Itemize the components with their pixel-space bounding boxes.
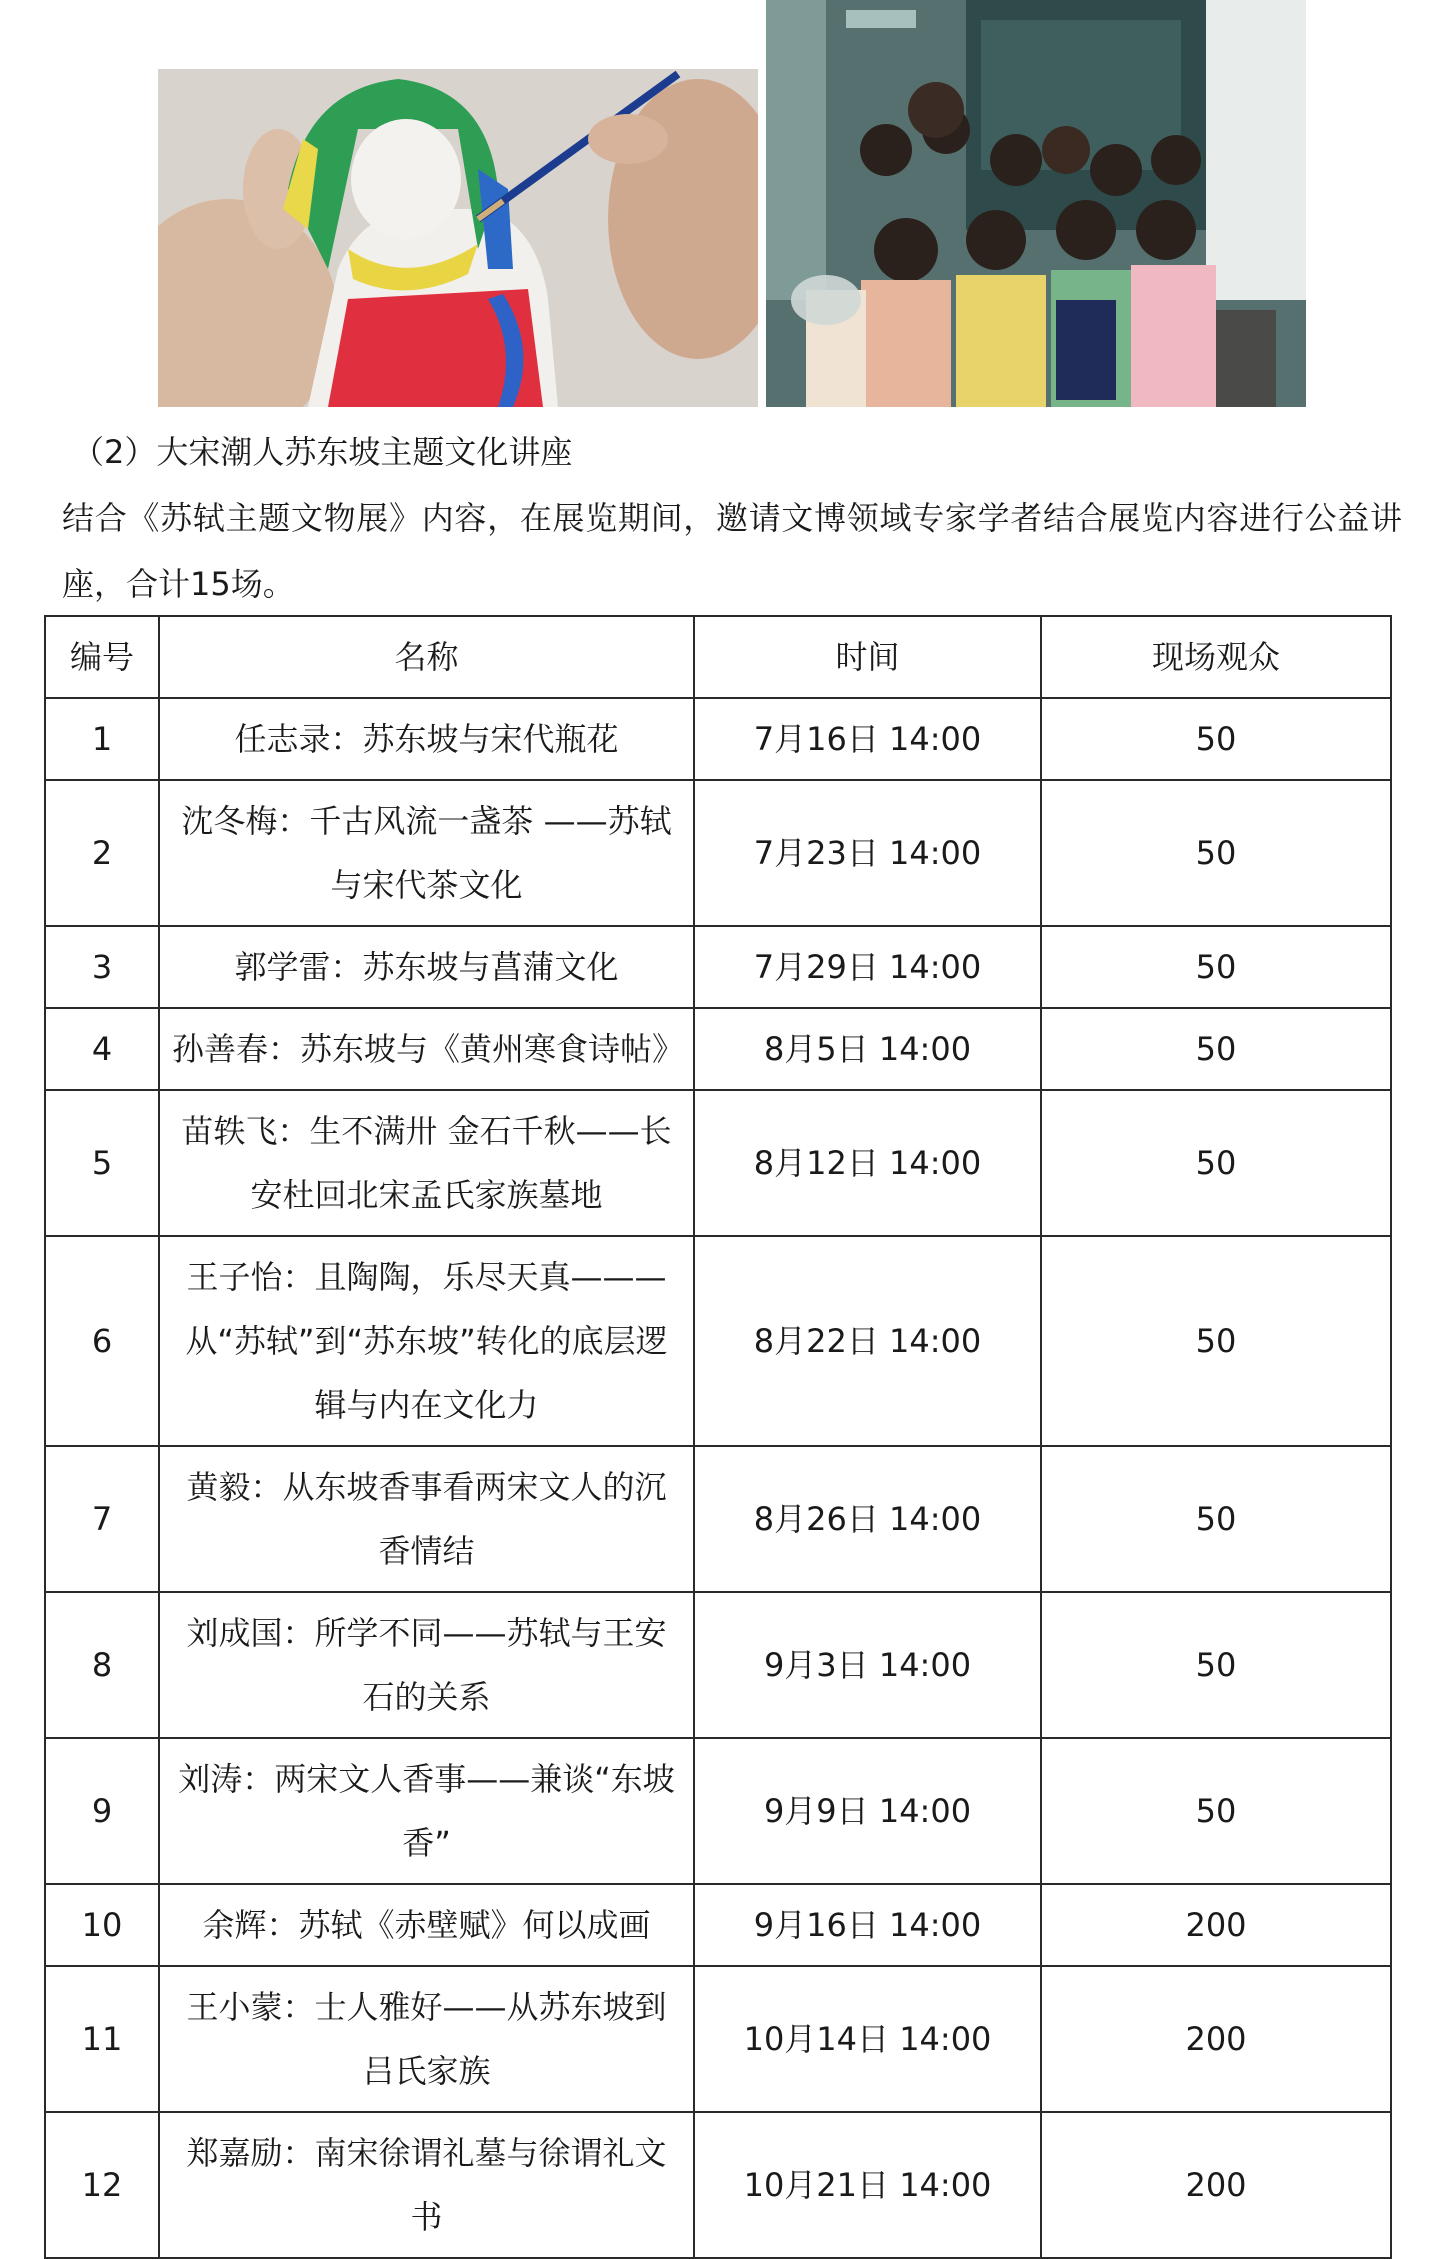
cell-audience: 50	[1041, 926, 1391, 1008]
cell-audience: 200	[1041, 2112, 1391, 2258]
cell-name: 苗轶飞：生不满卅 金石千秋——长安杜回北宋孟氏家族墓地	[159, 1090, 694, 1236]
cell-time: 7月23日 14:00	[694, 780, 1041, 926]
cell-number: 2	[45, 780, 159, 926]
header-number: 编号	[45, 616, 159, 698]
cell-audience: 50	[1041, 780, 1391, 926]
table-row	[45, 1008, 1391, 1090]
table-row	[45, 1592, 1391, 1738]
cell-number: 11	[45, 1966, 159, 2112]
table-row	[45, 698, 1391, 780]
cell-time: 9月16日 14:00	[694, 1884, 1041, 1966]
cell-time: 9月9日 14:00	[694, 1738, 1041, 1884]
cell-number: 8	[45, 1592, 159, 1738]
table-row	[45, 2112, 1391, 2258]
cell-name: 刘涛：两宋文人香事——兼谈“东坡香”	[159, 1738, 694, 1884]
cell-number: 12	[45, 2112, 159, 2258]
cell-number: 6	[45, 1236, 159, 1446]
cell-time: 10月21日 14:00	[694, 2112, 1041, 2258]
cell-number: 10	[45, 1884, 159, 1966]
cell-audience: 50	[1041, 1592, 1391, 1738]
cell-time: 10月14日 14:00	[694, 1966, 1041, 2112]
table-row	[45, 1236, 1391, 1446]
cell-name: 任志录：苏东坡与宋代瓶花	[159, 698, 694, 780]
cell-name: 郭学雷：苏东坡与菖蒲文化	[159, 926, 694, 1008]
cell-time: 8月12日 14:00	[694, 1090, 1041, 1236]
cell-time: 8月22日 14:00	[694, 1236, 1041, 1446]
photo-figurine-painting	[158, 69, 758, 407]
cell-number: 1	[45, 698, 159, 780]
table-row	[45, 1884, 1391, 1966]
cell-time: 8月5日 14:00	[694, 1008, 1041, 1090]
cell-audience: 50	[1041, 1236, 1391, 1446]
section-heading: （2）大宋潮人苏东坡主题文化讲座	[72, 433, 573, 471]
table-row	[45, 1966, 1391, 2112]
cell-time: 7月16日 14:00	[694, 698, 1041, 780]
cell-name: 沈冬梅：千古风流一盏茶 ——苏轼与宋代茶文化	[159, 780, 694, 926]
cell-time: 7月29日 14:00	[694, 926, 1041, 1008]
cell-time: 9月3日 14:00	[694, 1592, 1041, 1738]
cell-name: 郑嘉励：南宋徐谓礼墓与徐谓礼文书	[159, 2112, 694, 2258]
cell-name: 王小蒙：士人雅好——从苏东坡到吕氏家族	[159, 1966, 694, 2112]
cell-audience: 50	[1041, 1446, 1391, 1592]
cell-name: 黄毅：从东坡香事看两宋文人的沉香情结	[159, 1446, 694, 1592]
table-row	[45, 1090, 1391, 1236]
cell-name: 余辉：苏轼《赤壁赋》何以成画	[159, 1884, 694, 1966]
cell-number: 9	[45, 1738, 159, 1884]
cell-number: 5	[45, 1090, 159, 1236]
cell-audience: 50	[1041, 1090, 1391, 1236]
cell-audience: 200	[1041, 1966, 1391, 2112]
cell-name: 王子怡：且陶陶，乐尽天真———从“苏轼”到“苏东坡”转化的底层逻辑与内在文化力	[159, 1236, 694, 1446]
photo-children-exhibition	[766, 0, 1306, 407]
cell-audience: 50	[1041, 1008, 1391, 1090]
cell-name: 刘成国：所学不同——苏轼与王安石的关系	[159, 1592, 694, 1738]
cell-time: 8月26日 14:00	[694, 1446, 1041, 1592]
cell-audience: 200	[1041, 1884, 1391, 1966]
header-name: 名称	[159, 616, 694, 698]
header-audience: 现场观众	[1041, 616, 1391, 698]
cell-audience: 50	[1041, 698, 1391, 780]
cell-number: 7	[45, 1446, 159, 1592]
table-row	[45, 926, 1391, 1008]
cell-name: 孙善春：苏东坡与《黄州寒食诗帖》	[159, 1008, 694, 1090]
table-header-row	[45, 616, 1391, 698]
table-row	[45, 780, 1391, 926]
lecture-table	[44, 615, 1392, 2259]
cell-audience: 50	[1041, 1738, 1391, 1884]
header-time: 时间	[694, 616, 1041, 698]
table-row	[45, 1738, 1391, 1884]
table-row	[45, 1446, 1391, 1592]
cell-number: 3	[45, 926, 159, 1008]
cell-number: 4	[45, 1008, 159, 1090]
intro-paragraph: 结合《苏轼主题文物展》内容，在展览期间，邀请文博领域专家学者结合展览内容进行公益讲座，合计15场。	[62, 499, 1402, 603]
